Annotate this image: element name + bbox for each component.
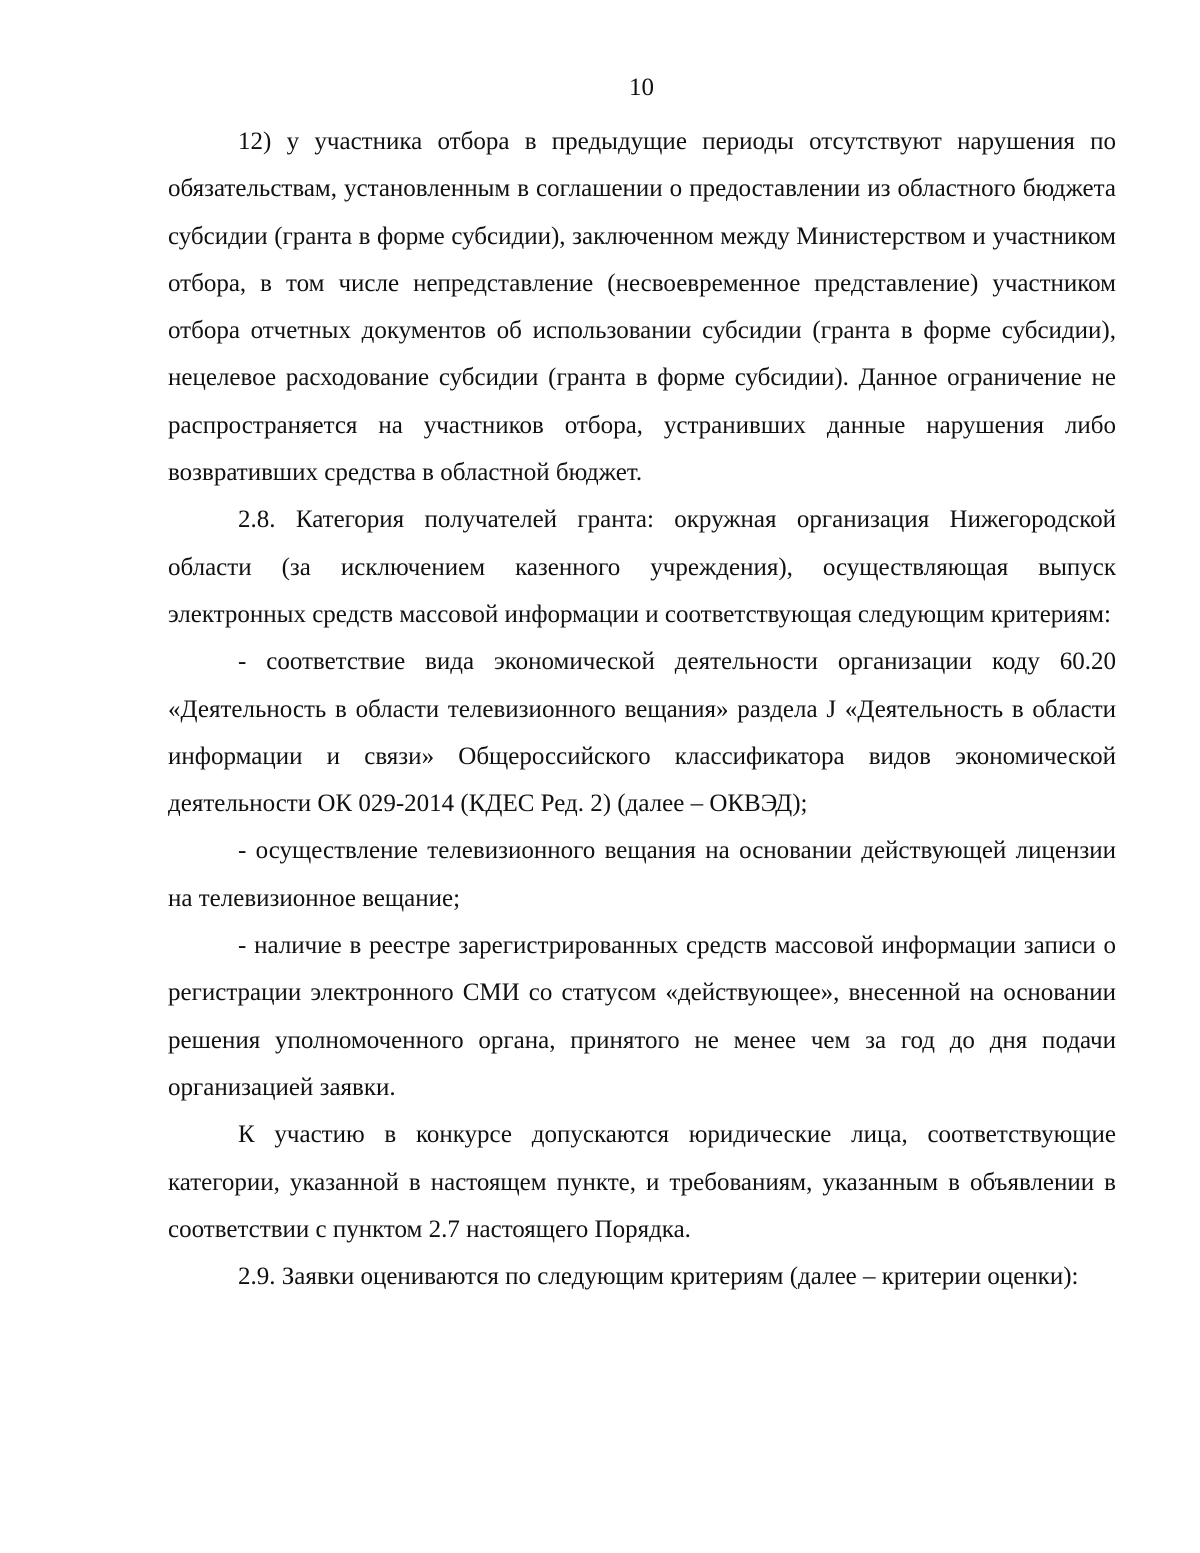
paragraph-2-9: 2.9. Заявки оцениваются по следующим критериям (далее – критерии оценки): xyxy=(238,1263,1079,1291)
criterion-license: - осуществление телевизионного вещания на основании действующей лицензии на телевизионное вещание; xyxy=(168,837,1116,912)
paragraph-admission: К участию в конкурсе допускаются юридические лица, соответствующие категории, указанной в настоящем пункте, и требованиям, указанным в объявлении в соответствии с пунктом 2.7 настоящего Порядка. xyxy=(168,1121,1116,1243)
criterion-okved: - соответствие вида экономической деятельности организации коду 60.20 «Деятельность в области телевизионного вещания» раздела J «Деятельность в области информации и связи» Общероссийского классификатора видов экономической деятельности ОК 029-2014 (КДЕС Ред. 2) (далее – ОКВЭД); xyxy=(168,648,1116,818)
page-number: 10 xyxy=(629,74,654,101)
document-body xyxy=(168,118,1116,1300)
paragraph-item-12: 12) у участника отбора в предыдущие периоды отсутствуют нарушения по обязательствам, установленным в соглашении о предоставлении из областного бюджета субсидии (гранта в форме субсидии), заключенном между Министерством и участником отбора, в том числе непредставление (несвоевременное представление) участником отбора отчетных документов об использовании субсидии (гранта в форме субсидии), нецелевое расходование субсидии (гранта в форме субсидии). Данное ограничение не распространяется на участников отбора, устранивших данные нарушения либо возвративших средства в областной бюджет. xyxy=(168,128,1116,487)
criterion-registry: - наличие в реестре зарегистрированных средств массовой информации записи о регистрации электронного СМИ со статусом «действующее», внесенной на основании решения уполномоченного органа, принятого не менее чем за год до дня подачи организацией заявки. xyxy=(168,932,1116,1101)
paragraph-2-8: 2.8. Категория получателей гранта: окружная организация Нижегородской области (за исключением казенного учреждения), осуществляющая выпуск электронных средств массовой информации и соответствующая следующим критериям: xyxy=(168,506,1116,628)
